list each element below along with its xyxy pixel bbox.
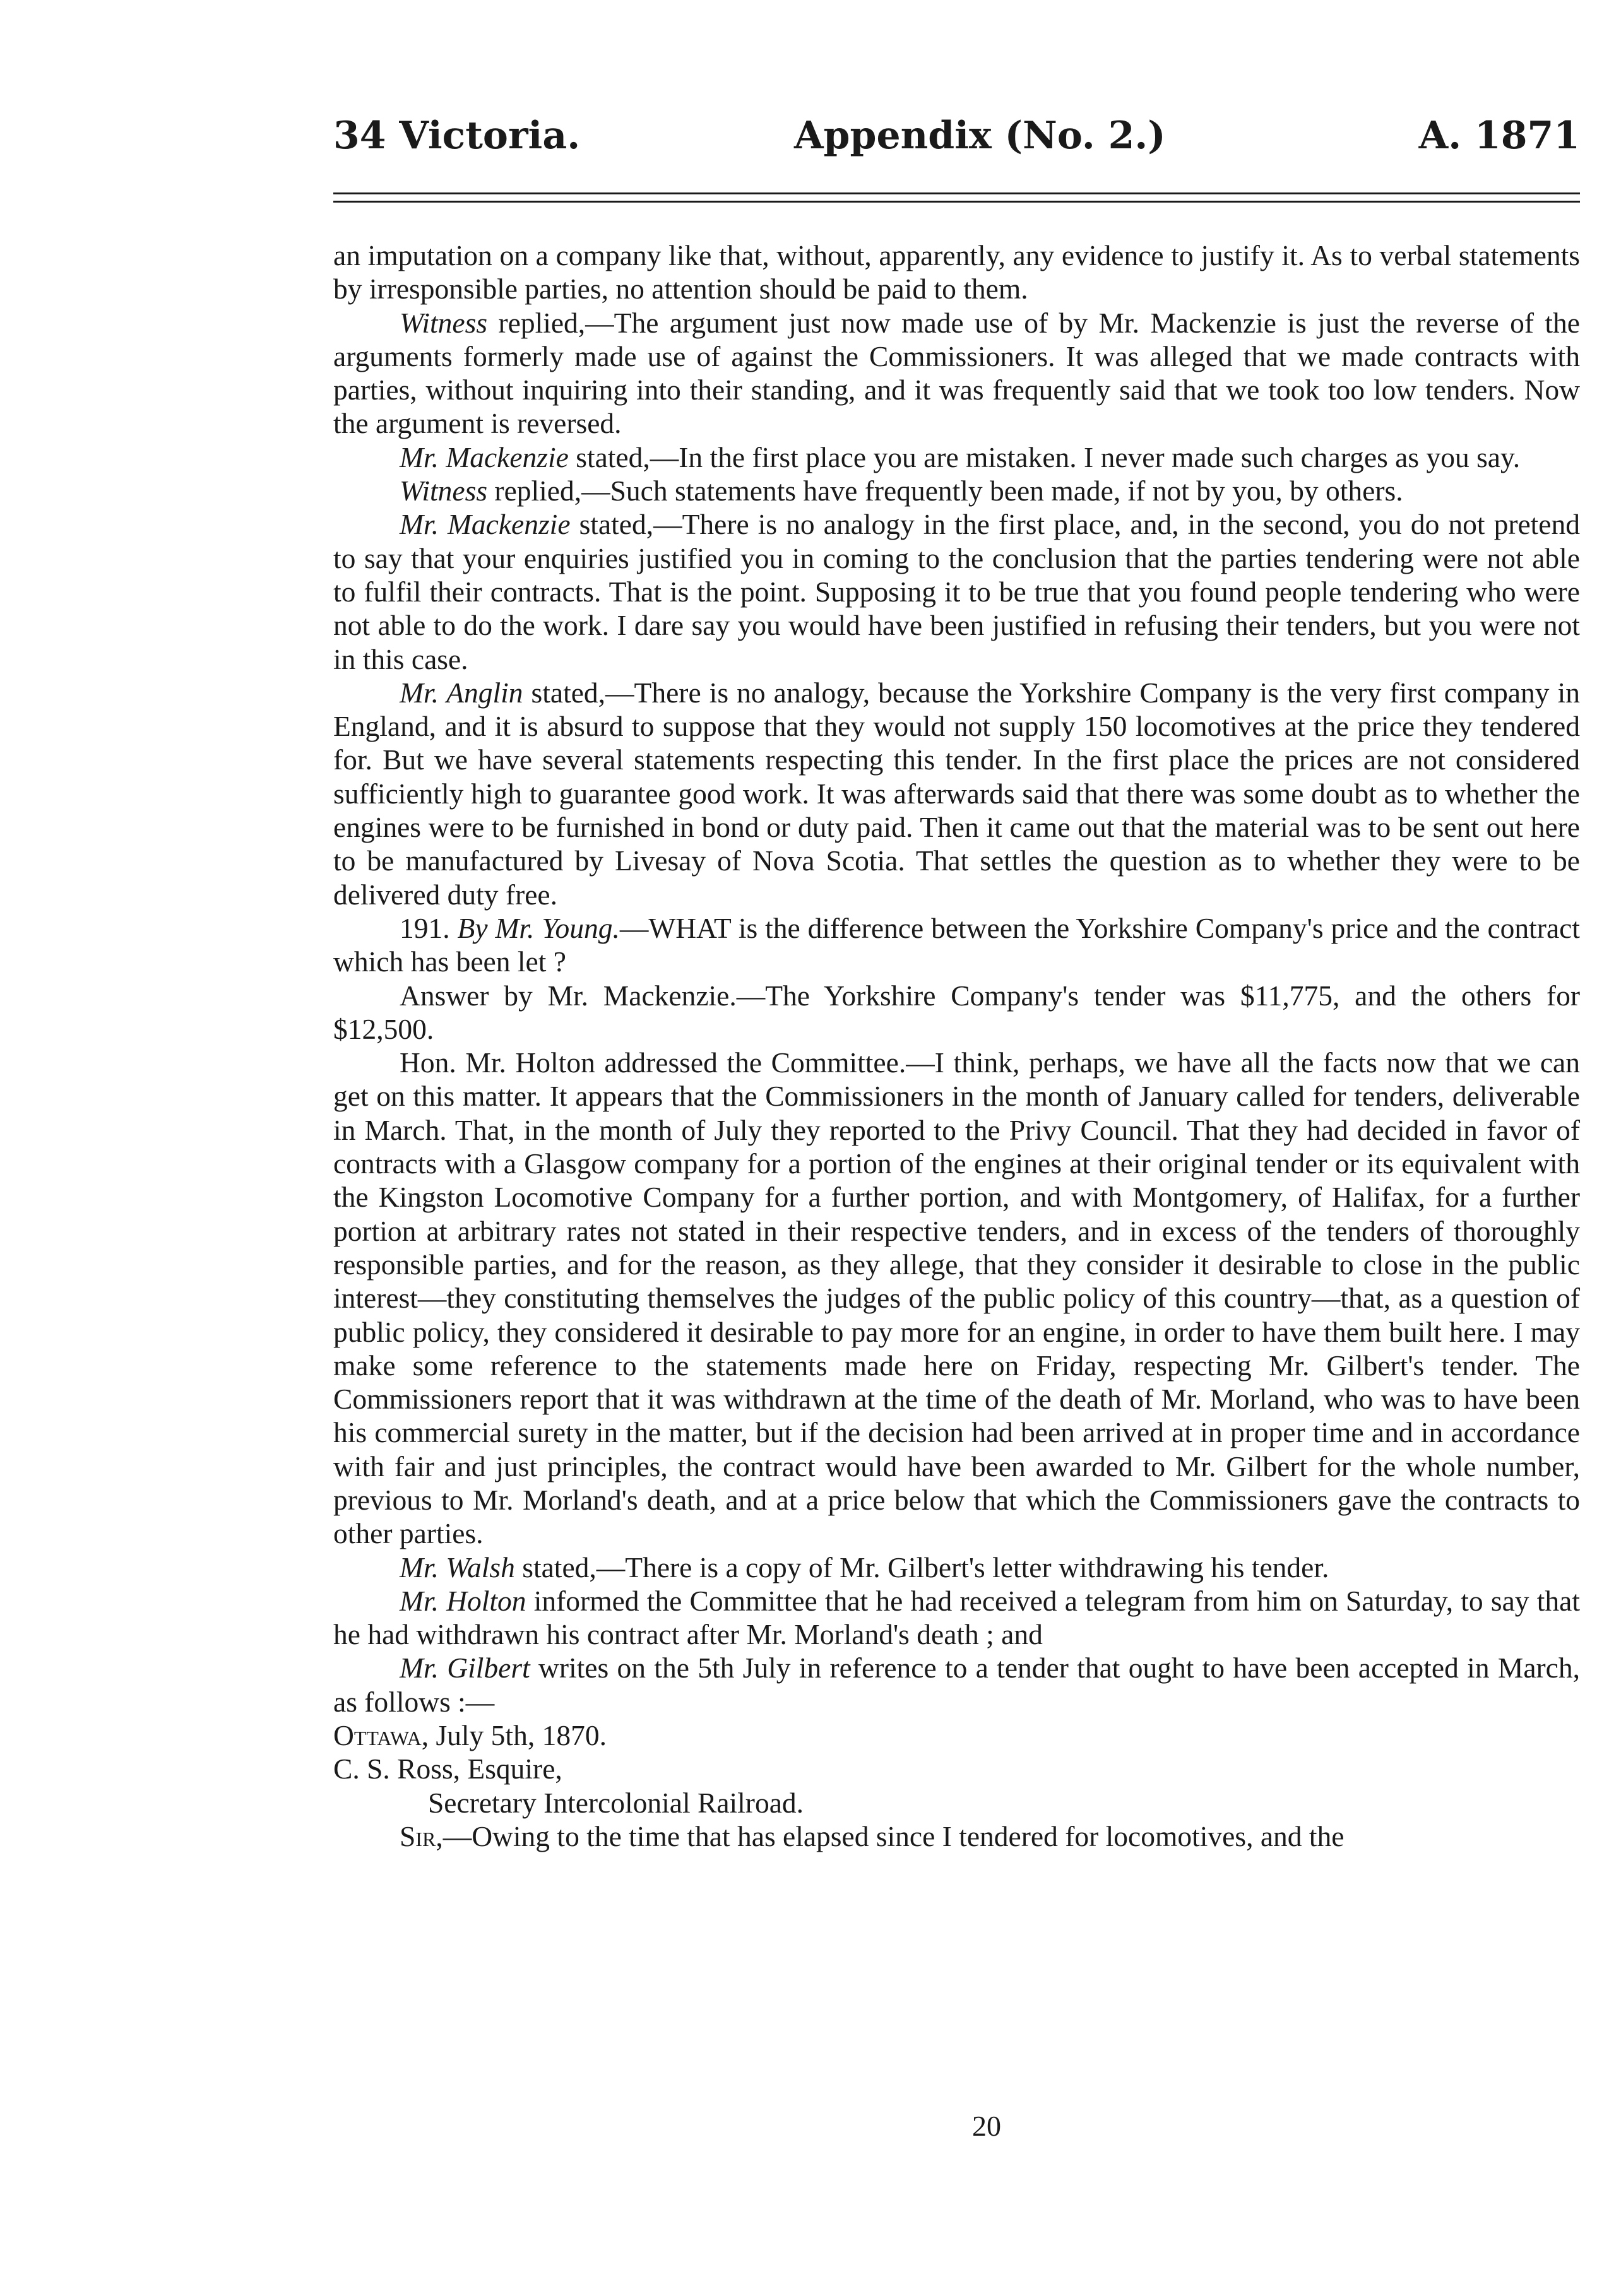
paragraph: an imputation on a company like that, without, apparently, any evidence to justify it. As to verbal statements by irresponsible parties, no attention should be paid to them. bbox=[333, 239, 1580, 305]
paragraph: Mr. Holton informed the Committee that he had received a telegram from him on Saturday, to say that he had withdrawn his contract after Mr. Morland's death ; and bbox=[333, 1584, 1580, 1651]
speaker-name: By Mr. Young. bbox=[457, 911, 620, 944]
question-number: 191. bbox=[400, 911, 458, 944]
question-paragraph: 191. By Mr. Young.—WHAT is the difference between the Yorkshire Company's price and the contract which has been let ? bbox=[333, 911, 1580, 978]
letter-addressee-title: Secretary Intercolonial Railroad. bbox=[428, 1786, 804, 1819]
paragraph: Mr. Mackenzie stated,—There is no analogy in the first place, and, in the second, you do not pretend to say that your enquiries justified you in coming to the conclusion that the parties tendering were not able to fulfil their contracts. That is the point. Supposing it to be true that you found people tendering who were not able to do the work. I dare say you would have been justified in refusing their tenders, but you were not in this case. bbox=[333, 508, 1580, 675]
speaker-name: Mr. Mackenzie bbox=[400, 508, 571, 541]
speaker-name: Witness bbox=[400, 306, 488, 339]
letter-addressee: C. S. Ross, Esquire, bbox=[333, 1753, 562, 1785]
paragraph: Mr. Walsh stated,—There is a copy of Mr. Gilbert's letter withdrawing his tender. bbox=[400, 1551, 1329, 1583]
paragraph: Mr. Gilbert writes on the 5th July in reference to a tender that ought to have been accepted in March, as follows :— bbox=[333, 1652, 1580, 1718]
letter-salutation: Sir bbox=[400, 1820, 436, 1852]
letter-opening: Sir,—Owing to the time that has elapsed since I tendered for locomotives, and the bbox=[400, 1820, 1345, 1852]
speaker-name: Mr. Mackenzie bbox=[400, 441, 569, 473]
header-session: 34 Victoria. bbox=[333, 114, 581, 158]
letter-dateline bbox=[333, 1719, 1580, 1752]
header-rule-bottom bbox=[333, 201, 1580, 203]
dateline-date: , July 5th, 1870. bbox=[421, 1719, 607, 1752]
paragraph: Mr. Mackenzie stated,—In the first place you are mistaken. I never made such charges as you say. bbox=[400, 441, 1521, 473]
paragraph: Mr. Anglin stated,—There is no analogy, because the Yorkshire Company is the very first company in England, and it is absurd to suppose that they would not supply 150 locomotives at the price they tendered for. But we have several statements respecting this tender. In the first place the prices are not considered sufficiently high to guarantee good work. It was afterwards said that there was some doubt as to whether the engines were to be furnished in bond or duty paid. Then it came out that the material was to be sent out here to be manufactured by Livesay of Nova Scotia. That settles the question as to whether they were to be delivered duty free. bbox=[333, 676, 1580, 911]
paragraph: Witness replied,—Such statements have frequently been made, if not by you, by others. bbox=[400, 475, 1403, 507]
answer-paragraph: Answer by Mr. Mackenzie.—The Yorkshire Company's tender was $11,775, and the others for $12,500. bbox=[333, 979, 1580, 1045]
header-rule-top bbox=[333, 192, 1580, 194]
header-appendix: Appendix (No. 2.) bbox=[794, 114, 1166, 158]
paragraph: Witness replied,—The argument just now made use of by Mr. Mackenzie is just the reverse of the arguments formerly made use of against the Commissioners. It was alleged that we made contracts with parties, without inquiring into their standing, and it was frequently said that we took too low tenders. Now the argument is reversed. bbox=[333, 306, 1580, 440]
running-head bbox=[333, 114, 1580, 170]
speaker-name: Mr. Holton bbox=[400, 1584, 526, 1617]
speaker-name: Witness bbox=[400, 475, 488, 507]
header-year: A. 1871 bbox=[1418, 114, 1580, 158]
page-number: 20 bbox=[972, 2110, 1001, 2142]
speaker-name: Mr. Anglin bbox=[400, 676, 523, 709]
dateline-place: Ottawa bbox=[333, 1719, 422, 1752]
paragraph: Hon. Mr. Holton addressed the Committee.—I think, perhaps, we have all the facts now that we can get on this matter. It appears that the Commissioners in the month of January called for tenders, deliverable in March. That, in the month of July they reported to the Privy Council. That they had decided in favor of contracts with a Glasgow company for a portion of the engines at their original tender or its equivalent with the Kingston Locomotive Company for a further portion, and with Montgomery, of Halifax, for a further portion at arbitrary rates not stated in their respective tenders, and in excess of the tenders of thoroughly responsible parties, and for the reason, as they allege, that they consider it desirable to close in the public interest—they constituting themselves the judges of the public policy of this country—that, as a question of public policy, they considered it desirable to pay more for an engine, in order to have them built here. I may make some reference to the statements made here on Friday, respecting Mr. Gilbert's tender. The Commissioners report that it was withdrawn at the time of the death of Mr. Morland, who was to have been his commercial surety in the matter, but if the decision had been arrived at in proper time and in accordance with fair and just principles, the contract would have been awarded to Mr. Gilbert for the whole number, previous to Mr. Morland's death, and at a price below that which the Commissioners gave the contracts to other parties. bbox=[333, 1046, 1580, 1550]
speaker-name: Mr. Gilbert bbox=[400, 1652, 530, 1684]
body-text bbox=[333, 239, 1580, 1853]
speaker-name: Mr. Walsh bbox=[400, 1551, 515, 1583]
